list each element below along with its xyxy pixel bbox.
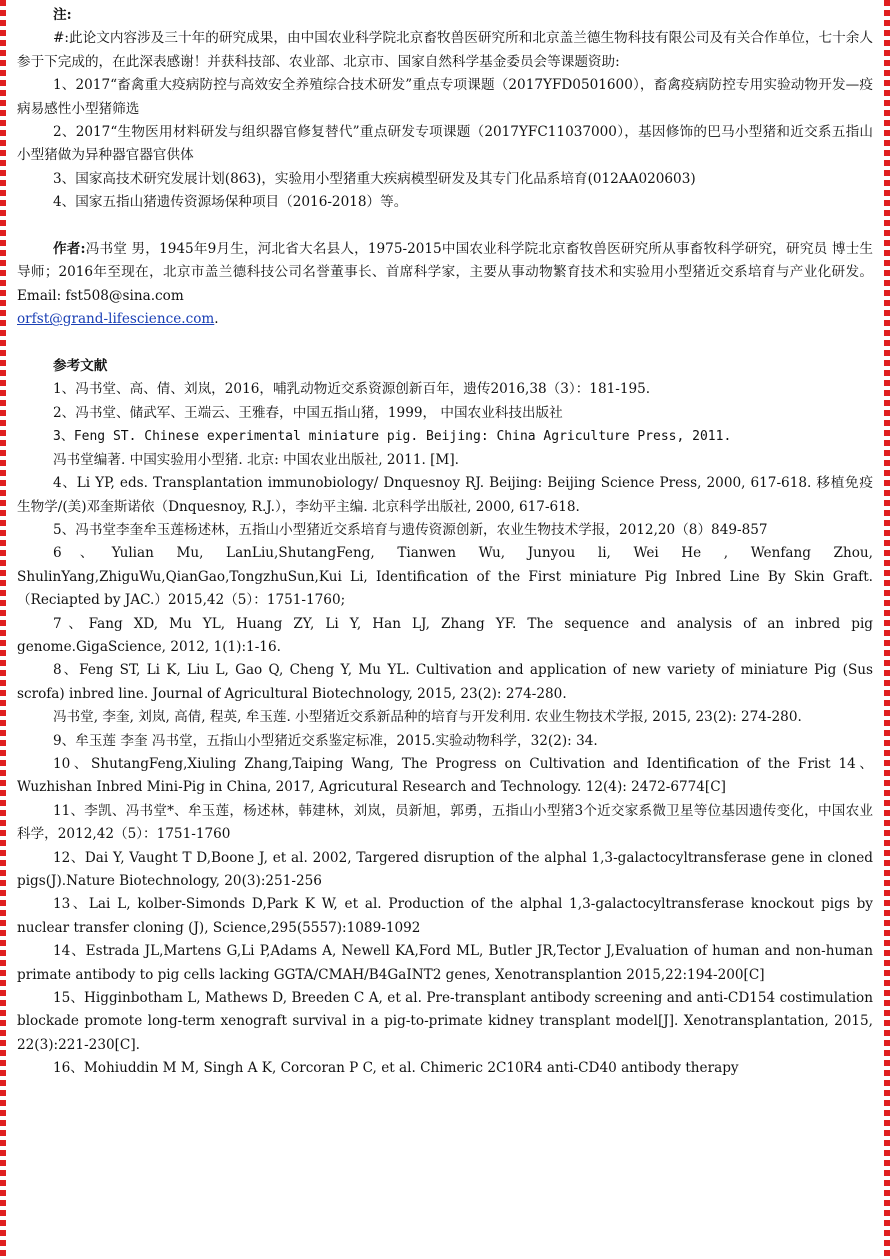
funding-item: 2、2017“生物医用材料研发与组织器官修复替代”重点研发专项课题（2017YFC11037000），基因修饰的巴马小型猪和近交系五指山小型猪做为异种器官器官供体 (17, 124, 873, 164)
reference-item: 6、Yulian Mu, LanLiu,ShutangFeng, Tianwen Wu, Junyou li, Wei He , Wenfang Zhou, ShulinYang,ZhiguWu,QianGao,TongzhuSun,Kui Li, Identification of the First miniature Pig Inbred Line By Skin Graft.（Reciapted by JAC.）2015,42（5）：1751-1760; (17, 545, 873, 609)
reference-item: 冯书堂编著. 中国实验用小型猪. 北京: 中国农业出版社, 2011. [M]. (53, 451, 459, 468)
reference-item: 13、Lai L, kolber-Simonds D,Park K W, et al. Production of the alphal 1,3-galactocyltransferase knockout pigs by nuclear transfer cloning (J), Science,295(5557):1089-1092 (17, 896, 873, 936)
spacer (17, 332, 873, 355)
left-decorative-border (0, 0, 6, 1259)
funding-item: 1、2017“畜禽重大疫病防控与高效安全养殖综合技术研发”重点专项课题（2017YFD0501600），畜禽疫病防控专用实验动物开发—疫病易感性小型猪筛选 (17, 77, 873, 117)
right-decorative-border (884, 0, 890, 1259)
reference-item: 9、牟玉莲 李奎 冯书堂，五指山小型猪近交系鉴定标准，2015.实验动物科学，32(2): 34. (53, 732, 598, 749)
author-email-tail: . (214, 311, 219, 328)
funding-item: 4、国家五指山猪遗传资源场保种项目（2016-2018）等。 (53, 194, 408, 211)
author-email-line (17, 308, 873, 331)
funding-statement: #:此论文内容涉及三十年的研究成果，由中国农业科学院北京畜牧兽医研究所和北京盖兰德生物科技有限公司及有关合作单位，七十余人参于下完成的，在此深表感谢！并获科技部、农业部、北京市、国家自然科学基金委员会等课题资助: (17, 30, 873, 70)
reference-item: 10、ShutangFeng,Xiuling Zhang,Taiping Wang, The Progress on Cultivation and Identification of the Frist 14、Wuzhishan Inbred Mini-Pig in China, 2017, Agricutural Research and Technology. 12(4): 2472-6774[C] (17, 755, 873, 796)
reference-item: 1、冯书堂、高、倩、刘岚，2016，哺乳动物近交系资源创新百年，遗传2016,38（3）：181-195. (53, 381, 651, 398)
author-label: 作者: (53, 241, 86, 258)
reference-item: 12、Dai Y, Vaught T D,Boone J, et al. 2002, Targered disruption of the alphal 1,3-galactocyltransferase gene in cloned pigs(J).Nature Biotechnology, 20(3):251-256 (17, 849, 873, 889)
author-bio (17, 238, 873, 308)
references-heading: 参考文献 (53, 358, 108, 375)
reference-item: 2、冯书堂、储武军、王端云、王雅春，中国五指山猪，1999， 中国农业科技出版社 (53, 404, 563, 421)
reference-item: 冯书堂, 李奎, 刘岚, 高倩, 程英, 牟玉莲. 小型猪近交系新品种的培育与开发利用. 农业生物技术学报, 2015, 23(2): 274-280. (53, 709, 802, 726)
reference-item: 3、Feng ST. Chinese experimental miniature pig. Beijing: China Agriculture Press, 2011. (53, 429, 732, 445)
document-page (17, 4, 873, 1259)
reference-item: 16、Mohiuddin M M, Singh A K, Corcoran P C, et al. Chimeric 2C10R4 anti-CD40 antibody therapy (53, 1060, 739, 1077)
funding-list (17, 74, 873, 214)
reference-item: 8、Feng ST, Li K, Liu L, Gao Q, Cheng Y, Mu YL. Cultivation and application of new variety of miniature Pig (Sus scrofa) inbred line. Journal of Agricultural Biotechnology, 2015, 23(2): 274-280. (17, 662, 873, 702)
reference-item: 4、Li YP, eds. Transplantation immunobiology/ Dnquesnoy RJ. Beijing: Beijing Science Press, 2000, 617-618. 移植免疫生物学/(美)邓奎斯诺依（Dnquesnoy, R.J.），李幼平主编. 北京科学出版社, 2000, 617-618. (17, 475, 873, 515)
references-list (17, 378, 873, 1080)
reference-item: 11、李凯、冯书堂*、牟玉莲，杨述林，韩建林，刘岚，员新旭，郭勇，五指山小型猪3个近交家系微卫星等位基因遗传变化，中国农业科学，2012,42（5）：1751-1760 (17, 802, 873, 843)
reference-item: 14、Estrada JL,Martens G,Li P,Adams A, Newell KA,Ford ML, Butler JR,Tector J,Evaluation of human and non-human primate antibody to pig cells lacking GGTA/CMAH/B4GaINT2 genes, Xenotransplantion 2015,22:194-200[C] (17, 943, 873, 983)
author-email-link[interactable]: orfst@grand-lifescience.com (17, 311, 215, 328)
author-text: 冯书堂 男，1945年9月生，河北省大名县人，1975-2015中国农业科学院北京畜牧兽医研究所从事畜牧科学研究，研究员 博士生导师；2016年至现在，北京市盖兰德科技公司名誉董事长、首席科学家，主要从事动物繁育技术和实验用小型猪近交系培育与产业化研发。Email: fst508@sina.com (17, 241, 873, 304)
reference-item: 7、Fang XD, Mu YL, Huang ZY, Li Y, Han LJ, Zhang YF. The sequence and analysis of an inbred pig genome.GigaScience, 2012, 1(1):1-16. (17, 615, 873, 655)
reference-item: 5、冯书堂李奎牟玉莲杨述林，五指山小型猪近交系培育与遗传资源创新，农业生物技术学报，2012,20（8）849-857 (53, 521, 768, 538)
funding-item: 3、国家高技术研究发展计划(863)，实验用小型猪重大疾病模型研发及其专门化品系培育(012AA020603) (53, 170, 696, 187)
spacer (17, 215, 873, 238)
notes-heading: 注: (53, 7, 72, 23)
reference-item: 15、Higginbotham L, Mathews D, Breeden C A, et al. Pre-transplant antibody screening and anti-CD154 costimulation blockade promote long-term xenograft survival in a pig-to-primate kidney transplant model[J]. Xenotransplantation, 2015, 22(3):221-230[C]. (17, 990, 873, 1053)
